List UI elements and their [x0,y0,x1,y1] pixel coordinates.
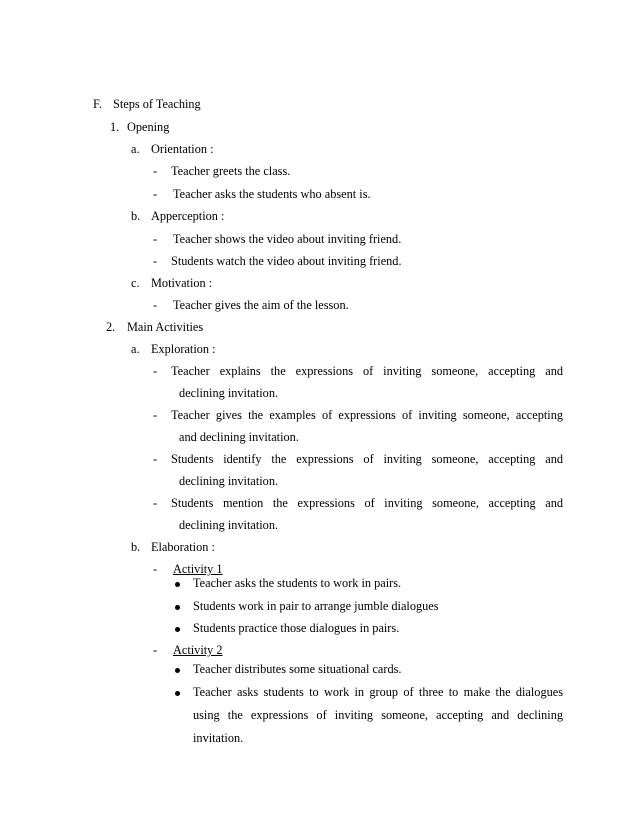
step-title-main-activities: Main Activities [127,320,204,334]
dash-marker: - [153,187,158,201]
list-item: Teacher shows the video about inviting friend. [173,232,402,246]
list-item: Teacher greets the class. [171,164,291,178]
step-marker: 1. [110,120,120,134]
section-title: Steps of Teaching [113,97,201,111]
dash-marker: - [153,298,158,312]
part-title-orientation: Orientation : [151,142,214,156]
list-item: Teacher asks the students who absent is. [173,187,371,201]
activity-title: Activity 2 [173,643,223,657]
dash-marker: - [153,452,158,466]
part-title-apperception: Apperception : [151,209,225,223]
list-item: Teacher distributes some situational cards. [193,662,402,676]
part-marker: c. [131,276,140,290]
list-item-line: and declining invitation. [179,430,299,444]
part-title-elaboration: Elaboration : [151,540,215,554]
bullet-icon [175,691,180,696]
dash-marker: - [153,164,158,178]
list-item-line: invitation. [193,731,244,745]
list-item-line: Students mention the expressions of inviting someone, accepting and [171,496,563,510]
list-item-line: declining invitation. [179,474,279,488]
dash-marker: - [153,254,158,268]
dash-marker: - [153,496,158,510]
list-item: Teacher gives the aim of the lesson. [173,298,349,312]
list-item-line: Teacher asks students to work in group of three to make the dialogues [193,685,563,699]
step-marker: 2. [106,320,116,334]
dash-marker: - [153,232,158,246]
bullet-icon [175,668,180,673]
part-marker: b. [131,540,141,554]
bullet-icon [175,605,180,610]
list-item-line: Teacher gives the examples of expressions of inviting someone, accepting [171,408,563,422]
list-item: Teacher asks the students to work in pairs. [193,576,402,590]
part-marker: a. [131,342,140,356]
list-item-line: Students identify the expressions of inviting someone, accepting and [171,452,563,466]
list-item-line: declining invitation. [179,386,279,400]
list-item-line: declining invitation. [179,518,279,532]
section-marker: F. [93,97,102,111]
bullet-icon [175,582,180,587]
activity-title: Activity 1 [173,562,223,576]
list-item-line: Teacher explains the expressions of inviting someone, accepting and [171,364,563,378]
dash-marker: - [153,408,158,422]
dash-marker: - [153,643,158,657]
dash-marker: - [153,364,158,378]
part-title-motivation: Motivation : [151,276,213,290]
part-marker: b. [131,209,141,223]
list-item: Students watch the video about inviting friend. [171,254,402,268]
step-title-opening: Opening [127,120,170,134]
dash-marker: - [153,562,158,576]
list-item-line: using the expressions of inviting someone, accepting and declining [193,708,563,722]
list-item: Students practice those dialogues in pairs. [193,621,400,635]
part-title-exploration: Exploration : [151,342,216,356]
bullet-icon [175,627,180,632]
list-item: Students work in pair to arrange jumble dialogues [193,599,439,613]
part-marker: a. [131,142,140,156]
